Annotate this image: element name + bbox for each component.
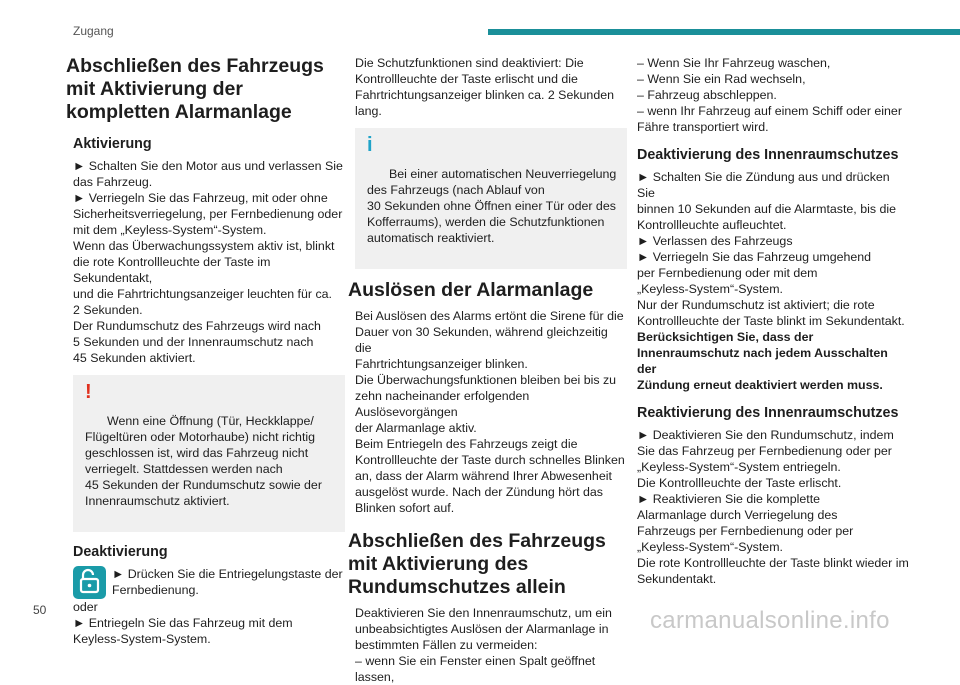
section-title: Zugang	[73, 24, 114, 38]
activation-text: ► Schalten Sie den Motor aus und verlassen Sie das Fahrzeug. ► Verriegeln Sie das Fahrzeug, mit oder ohne Sicherheitsverriegelung, per Fernbedienung oder mit dem „Keyless-System“-System. Wenn das Überwachungssystem aktiv ist, blinkt die rote Kontrollleuchte der Taste im Sekundentakt, und die Fahrtrichtungsanzeiger leuchten für ca. 2 Sekunden. Der Rundumschutz des Fahrzeugs wird nach 5 Sekunden und der Innenraumschutz nach 45 Sekunden aktiviert.	[73, 159, 343, 365]
deact-interior-text: ► Schalten Sie die Zündung aus und drücken Sie binnen 10 Sekunden auf die Alarmtaste, bis die Kontrollleuchte aufleuchtet. ► Verlassen des Fahrzeugs ► Verriegeln Sie das Fahrzeug umgehend per Fernbedienung oder mit dem „Keyless-System“-System. Nur der Rundumschutz ist aktiviert; die rote Kontrollleuchte der Taste blinkt im Sekundentakt.	[637, 170, 905, 328]
perimeter-text: Deaktivieren Sie den Innenraumschutz, um ein unbeabsichtigtes Auslösen der Alarmanlage in bestimmten Fällen zu vermeiden: – wenn Sie ein Fenster einen Spalt geöffnet lassen,	[355, 606, 612, 684]
activation-heading: Aktivierung	[73, 136, 152, 152]
deactivation-text: oder ► Entriegeln Sie das Fahrzeug mit dem Keyless-System-System.	[73, 600, 293, 646]
info-text: Bei einer automatischen Neuverriegelung des Fahrzeugs (nach Ablauf von 30 Sekunden ohne Öffnen einer Tür oder des Kofferraums), werden die Schutzfunktionen automatisch reaktiviert.	[367, 167, 617, 245]
header-accent-bar	[488, 29, 960, 35]
unlock-icon	[73, 566, 106, 599]
deactivation-icon-text: ► Drücken Sie die Entriegelungstaste der Fernbedienung.	[112, 567, 343, 597]
deact-interior-heading: Deaktivierung des Innenraumschutzes	[637, 147, 899, 163]
deactivation-heading: Deaktivierung	[73, 544, 168, 560]
column-3	[637, 55, 909, 587]
warning-text: Wenn eine Öffnung (Tür, Heckklappe/ Flügeltüren oder Motorhaube) nicht richtig geschlossen ist, wird das Fahrzeug nicht verriegelt. Stattdessen werden nach 45 Sekunden der Rundumschutz sowie der Innenraumschutz aktiviert.	[85, 414, 322, 508]
alarm-heading: Auslösen der Alarmanlage	[348, 279, 594, 301]
info-icon: i	[367, 134, 373, 156]
warning-icon: !	[85, 381, 92, 403]
deact-interior-note: Berücksichtigen Sie, dass der Innenraumschutz nach jedem Ausschalten der Zündung erneut deaktiviert werden muss.	[637, 330, 888, 392]
react-interior-text: ► Deaktivieren Sie den Rundumschutz, indem Sie das Fahrzeug per Fernbedienung oder per „Keyless-System“-System entriegeln. Die Kontrollleuchte der Taste erlischt. ► Reaktivieren Sie die komplette Alarmanlage durch Verriegelung des Fahrzeugs per Fernbedienung oder per „Keyless-System“-System. Die rote Kontrollleuchte der Taste blinkt wieder im Sekundentakt.	[637, 428, 909, 586]
alarm-text: Bei Auslösen des Alarms ertönt die Sirene für die Dauer von 30 Sekunden, während gleichzeitig die Fahrtrichtungsanzeiger blinken. Die Überwachungsfunktionen bleiben bei bis zu zehn nacheinander erfolgenden Auslösevorgängen der Alarmanlage aktiv. Beim Entriegeln des Fahrzeugs zeigt die Kontrollleuchte der Taste durch schnelles Blinken an, dass der Alarm während Ihrer Abwesenheit ausgelöst wurde. Nach der Zündung hört das Blinken sofort auf.	[355, 309, 625, 515]
info-box	[355, 128, 627, 269]
warning-box	[73, 375, 345, 532]
page-title: Abschließen des Fahrzeugs mit Aktivierung der kompletten Alarmanlage	[66, 55, 324, 123]
perimeter-heading: Abschließen des Fahrzeugs mit Aktivierung des Rundumschutzes allein	[348, 530, 606, 598]
deactivation-icon-row	[73, 566, 345, 599]
page-number: 50	[33, 603, 47, 617]
column-1	[66, 55, 345, 647]
react-interior-heading: Reaktivierung des Innenraumschutzes	[637, 405, 899, 421]
watermark: carmanualsonline.info	[650, 607, 890, 634]
column-2	[348, 55, 627, 685]
intro-text: Die Schutzfunktionen sind deaktiviert: Die Kontrollleuchte der Taste erlischt und die Fahrtrichtungsanzeiger blinken ca. 2 Sekunden lang.	[355, 56, 614, 118]
situation-list: – Wenn Sie Ihr Fahrzeug waschen, – Wenn Sie ein Rad wechseln, – Fahrzeug abschleppen. – wenn Ihr Fahrzeug auf einem Schiff oder einer Fähre transportiert wird.	[637, 56, 902, 134]
